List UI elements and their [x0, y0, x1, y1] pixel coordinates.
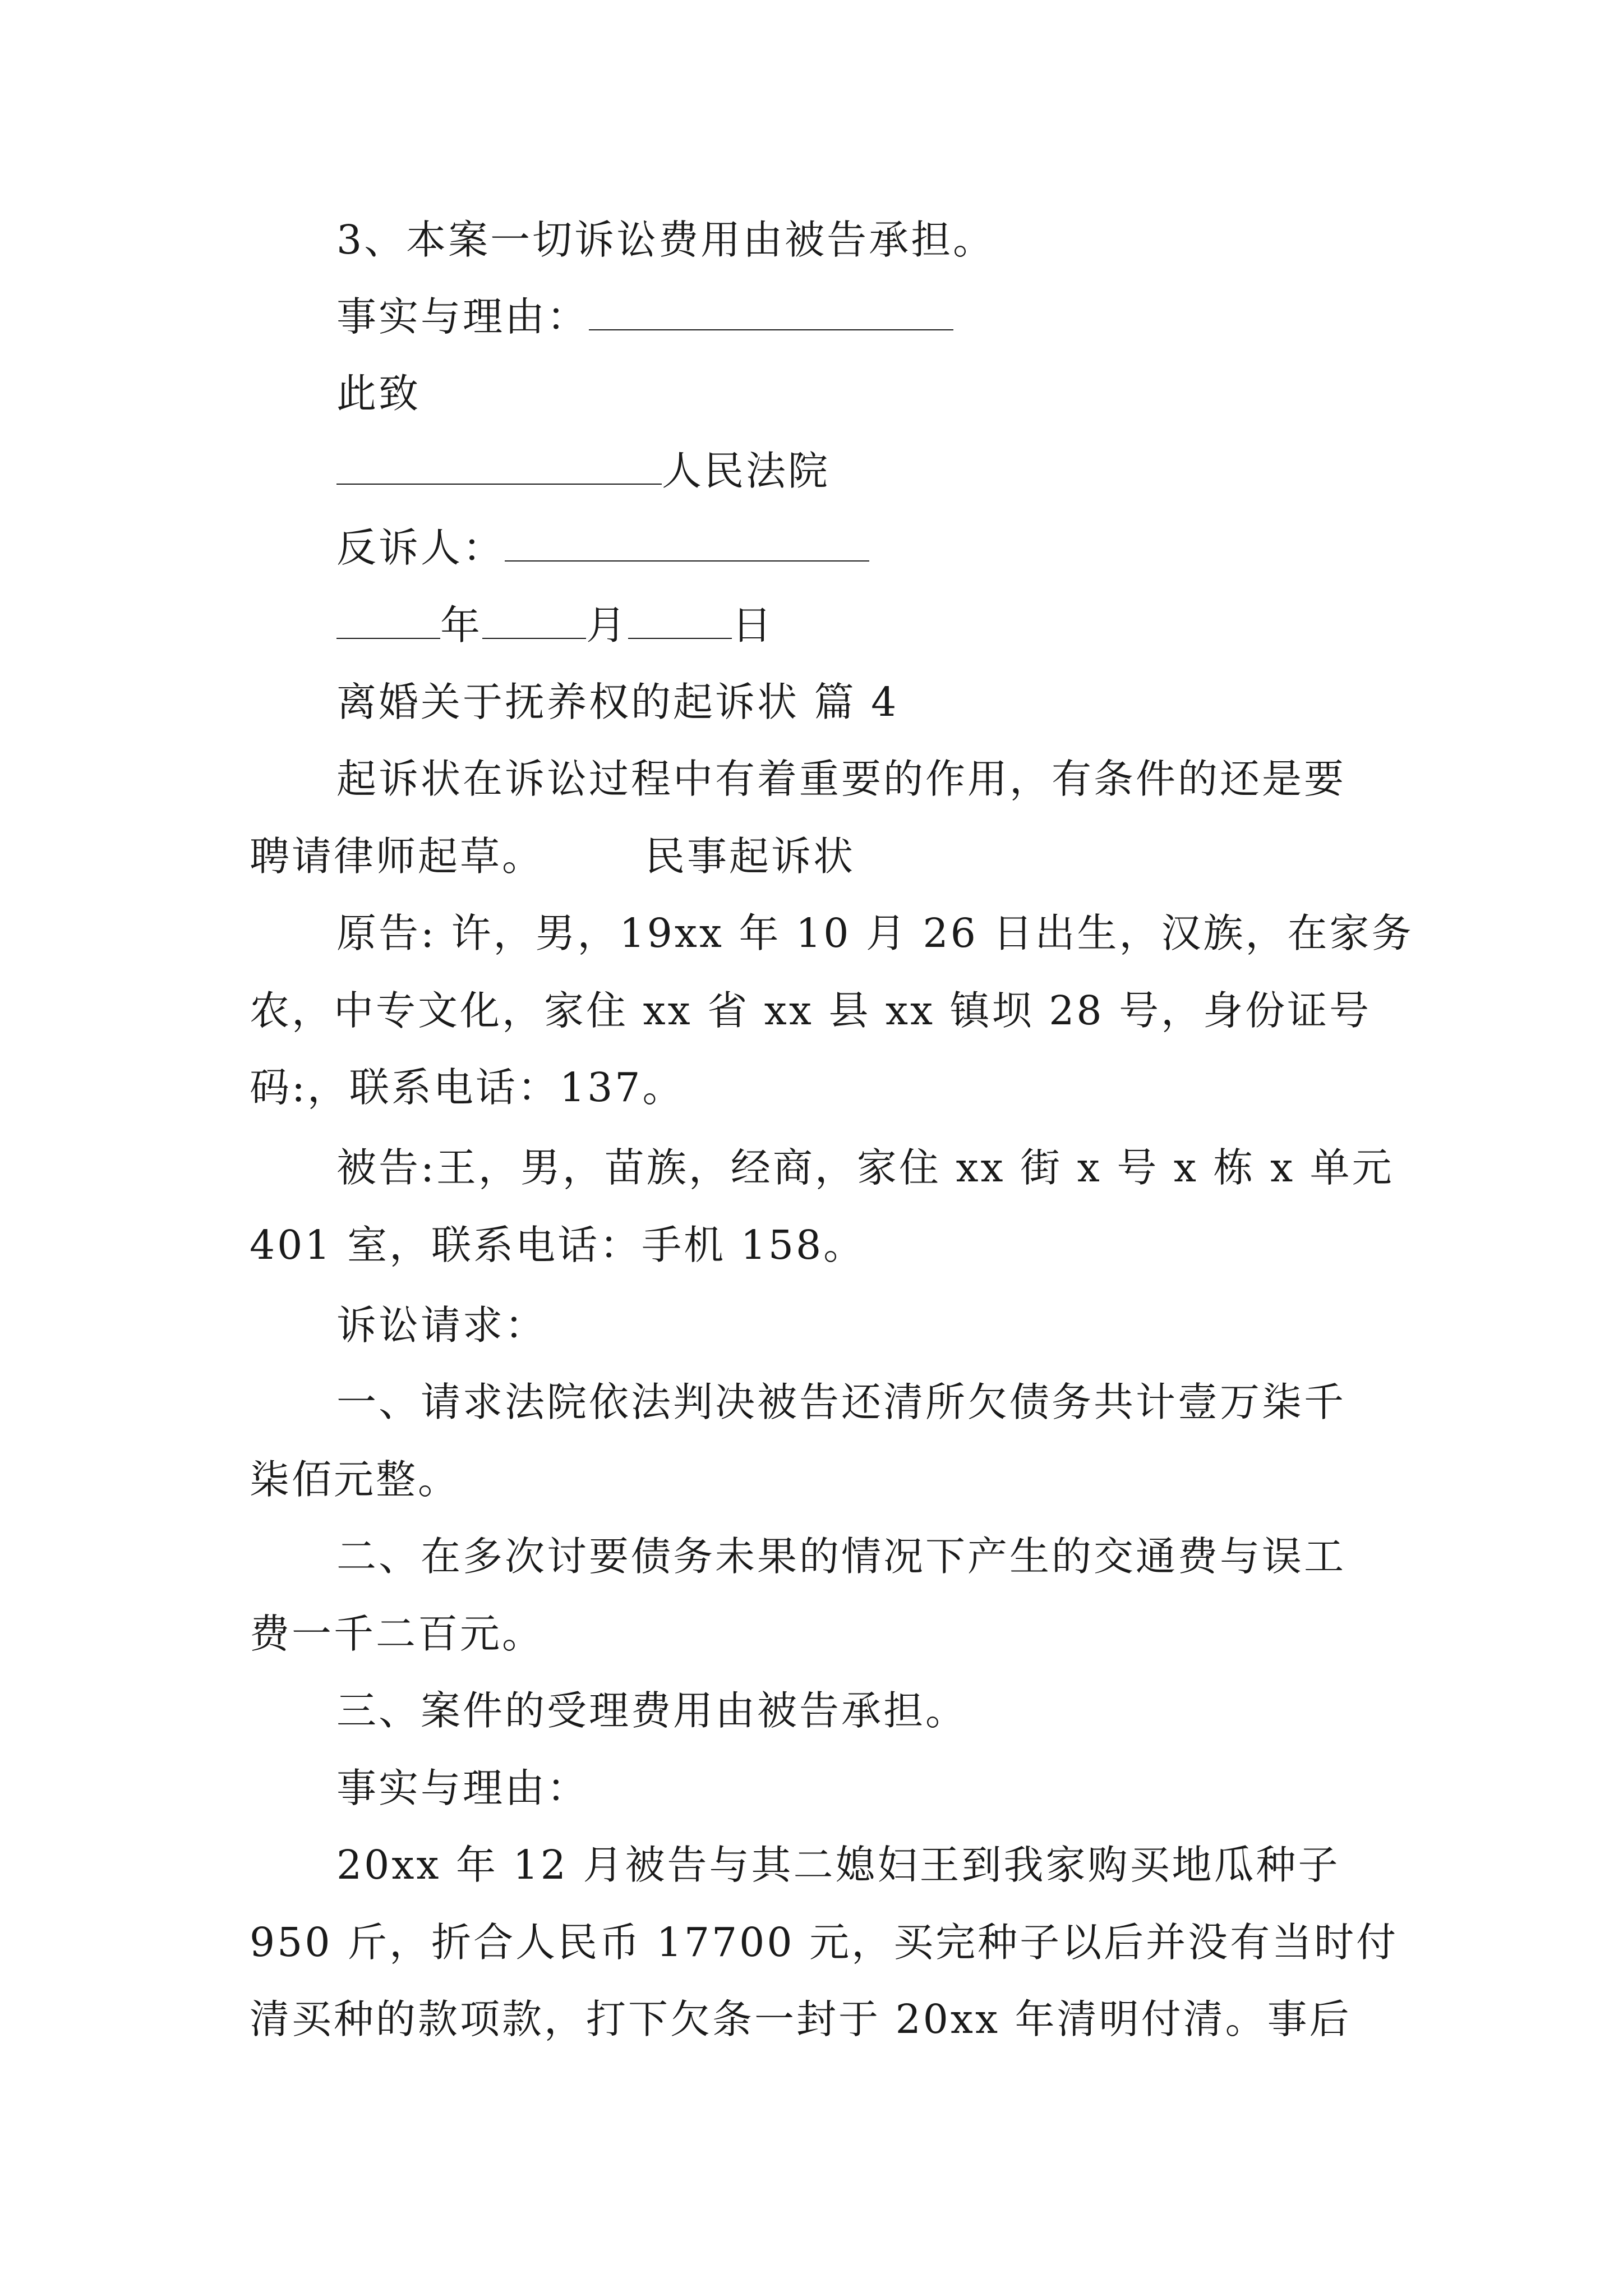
text: 950 斤，折合人民币 17700 元，买完种子以后并没有当时付	[250, 1919, 1399, 1966]
year-label: 年	[440, 602, 483, 648]
facts-heading	[336, 1760, 589, 1816]
paragraph-line	[336, 751, 1346, 807]
blank-field	[589, 295, 953, 330]
claim-line	[250, 1452, 460, 1508]
text: 诉讼请求：	[336, 1302, 547, 1349]
claim-line	[336, 1529, 1346, 1585]
text: 离婚关于抚养权的起诉状 篇 4	[336, 679, 899, 725]
salutation	[336, 366, 421, 422]
court-line	[336, 443, 830, 499]
blank-field	[505, 526, 869, 562]
claim-item-3	[336, 212, 995, 268]
section-heading	[336, 674, 898, 730]
claims-heading	[336, 1297, 547, 1354]
text: 费一千二百元。	[250, 1611, 545, 1657]
text: 清买种的款项款，打下欠条一封于 20xx 年清明付清。事后	[250, 1996, 1352, 2042]
counter-claimant-line	[336, 520, 869, 576]
text: 聘请律师起草。	[250, 833, 545, 880]
facts-line	[336, 1837, 1340, 1893]
text: 原告: 许，男，19xx 年 10 月 26 日出生，汉族，在家务	[336, 910, 1414, 956]
plaintiff-line	[250, 983, 1371, 1039]
claim-line	[336, 1374, 1346, 1430]
text: 被告:王，男，苗族，经商，家住 xx 街 x 号 x 栋 x 单元	[336, 1144, 1394, 1191]
claim-line	[336, 1683, 967, 1739]
blank-field	[336, 449, 662, 485]
label: 反诉人：	[336, 524, 505, 571]
month-label: 月	[586, 602, 629, 648]
text: 二、在多次讨要债务未果的情况下产生的交通费与误工	[336, 1533, 1347, 1580]
text: 401 室，联系电话：手机 158。	[250, 1222, 866, 1268]
text: 起诉状在诉讼过程中有着重要的作用，有条件的还是要	[336, 756, 1347, 802]
text: 事实与理由：	[336, 1765, 589, 1811]
facts-line	[250, 1991, 1352, 2047]
plaintiff-line	[250, 1060, 684, 1116]
defendant-line	[336, 1140, 1394, 1196]
paragraph-line	[250, 829, 855, 885]
plaintiff-line	[336, 905, 1413, 961]
blank-field	[336, 603, 440, 639]
defendant-line	[250, 1217, 865, 1273]
date-line	[336, 597, 774, 654]
text: 码:，联系电话：137。	[250, 1064, 685, 1111]
text: 3、本案一切诉讼费用由被告承担。	[336, 217, 995, 263]
blank-field	[628, 603, 732, 639]
court-label: 人民法院	[662, 448, 831, 494]
text: 此致	[336, 370, 421, 417]
facts-line	[250, 1915, 1398, 1971]
text: 20xx 年 12 月被告与其二媳妇王到我家购买地瓜种子	[336, 1842, 1340, 1888]
text: 柒佰元整。	[250, 1456, 460, 1503]
label: 事实与理由：	[336, 293, 589, 340]
text: 农，中专文化，家住 xx 省 xx 县 xx 镇坝 28 号，身份证号	[250, 987, 1372, 1034]
document-title: 民事起诉状	[645, 833, 856, 880]
text: 一、请求法院依法判决被告还清所欠债务共计壹万柒千	[336, 1379, 1347, 1425]
day-label: 日	[732, 602, 774, 648]
text: 三、案件的受理费用由被告承担。	[336, 1687, 968, 1734]
facts-and-reasons-blank-line	[336, 289, 953, 345]
claim-line	[250, 1606, 544, 1662]
blank-field	[482, 603, 586, 639]
